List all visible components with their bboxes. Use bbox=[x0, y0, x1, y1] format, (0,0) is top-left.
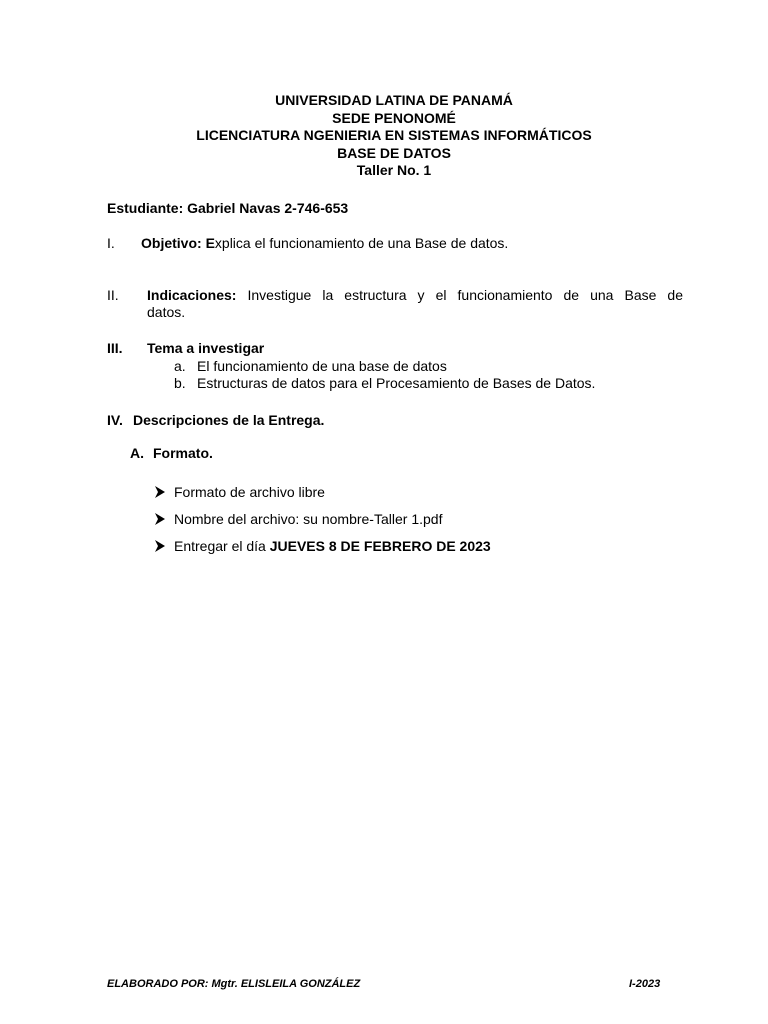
document-header bbox=[0, 92, 768, 180]
section-2-label: Indicaciones: bbox=[147, 287, 237, 303]
arrowhead-bullet-icon bbox=[155, 513, 165, 525]
section-3-label: Tema a investigar bbox=[147, 340, 265, 356]
section-2-content bbox=[147, 287, 683, 321]
section-1-text: xplica el funcionamiento de una Base de datos. bbox=[214, 235, 509, 251]
section-2-numeral: II. bbox=[107, 287, 119, 303]
section-2-line-1 bbox=[147, 287, 683, 304]
section-2-text-line-2: datos. bbox=[147, 304, 186, 320]
section-1-label: Objetivo: bbox=[141, 235, 202, 251]
section-1-bold-initial: E bbox=[205, 235, 215, 251]
list-item: Estructuras de datos para el Procesamiento de Bases de Datos. bbox=[197, 375, 596, 391]
bullet-item-text: Entregar el día bbox=[174, 538, 270, 554]
section-1-content bbox=[141, 235, 508, 252]
bullet-item: Formato de archivo libre bbox=[174, 484, 325, 500]
section-2-text-line-1: Investigue la estructura y el funcionamiento de una Base de bbox=[247, 287, 683, 303]
campus-name: SEDE PENONOMÉ bbox=[332, 109, 456, 126]
student-line: Estudiante: Gabriel Navas 2-746-653 bbox=[107, 200, 349, 216]
degree-name: LICENCIATURA NGENIERIA EN SISTEMAS INFORMÁTICOS bbox=[196, 127, 592, 143]
bullet-item: Nombre del archivo: su nombre-Taller 1.pdf bbox=[174, 511, 443, 527]
arrowhead-bullet-icon bbox=[155, 486, 165, 498]
footer-author: ELABORADO POR: Mgtr. ELISLEILA GONZÁLEZ bbox=[107, 978, 361, 990]
section-1-numeral: I. bbox=[107, 235, 115, 251]
list-item-marker: b. bbox=[174, 375, 186, 391]
list-item: El funcionamiento de una base de datos bbox=[197, 358, 447, 374]
section-3-numeral: III. bbox=[107, 340, 123, 356]
delivery-date: JUEVES 8 DE FEBRERO DE 2023 bbox=[269, 538, 491, 554]
footer-term: I-2023 bbox=[629, 978, 661, 990]
workshop-title: Taller No. 1 bbox=[356, 162, 432, 178]
subsection-a-marker: A. bbox=[130, 445, 144, 461]
section-4-numeral: IV. bbox=[107, 412, 123, 428]
university-name: UNIVERSIDAD LATINA DE PANAMÁ bbox=[275, 92, 513, 108]
subsection-a-label: Formato. bbox=[153, 445, 213, 461]
bullet-item bbox=[174, 538, 491, 555]
list-item-marker: a. bbox=[174, 358, 186, 374]
arrowhead-bullet-icon bbox=[155, 540, 165, 552]
course-name: BASE DE DATOS bbox=[337, 144, 451, 161]
section-4-label: Descripciones de la Entrega. bbox=[133, 412, 325, 428]
